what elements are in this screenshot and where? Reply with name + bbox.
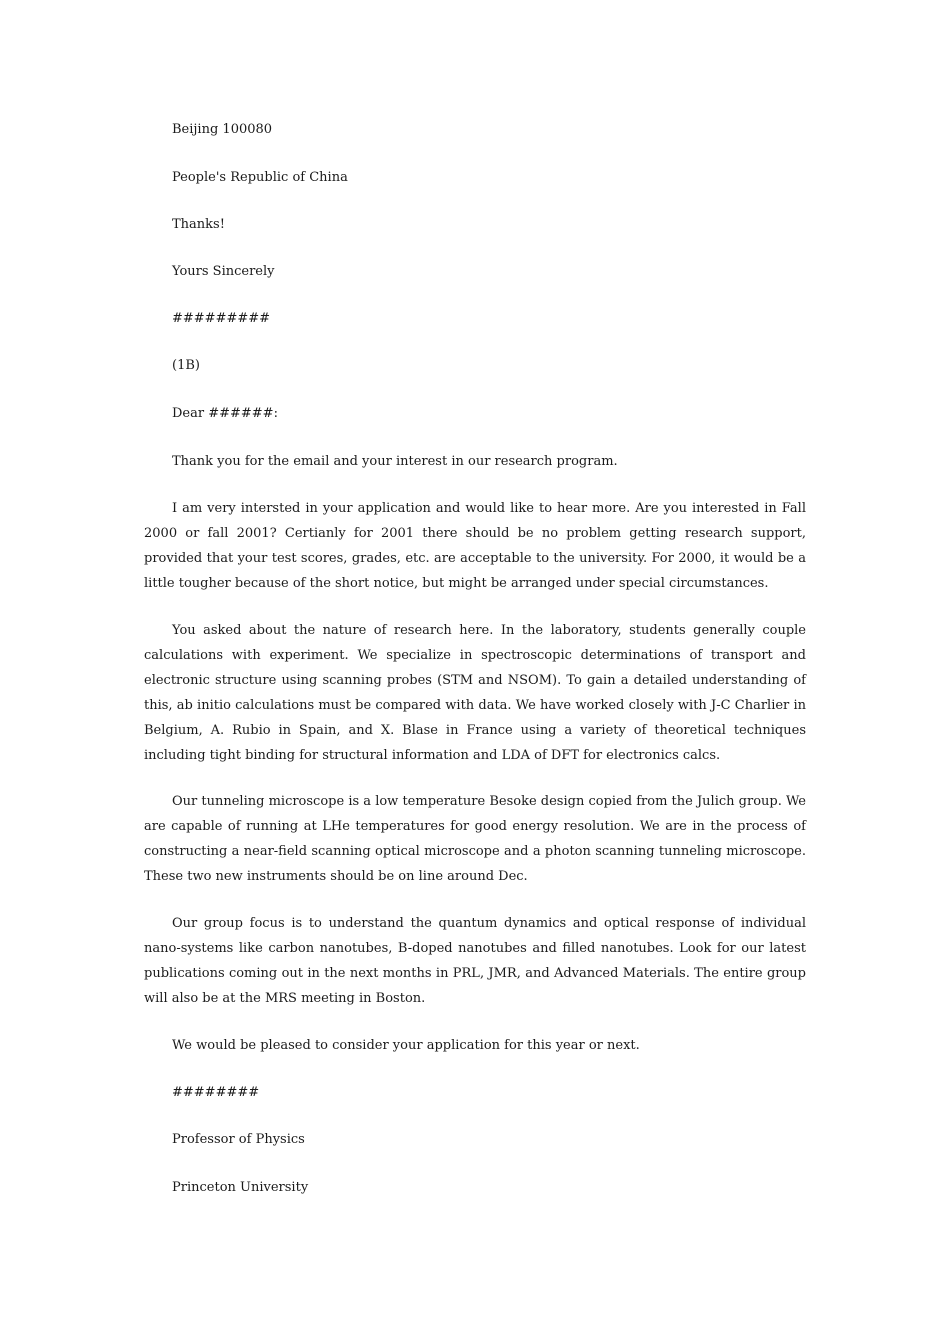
signer-title: Professor of Physics	[172, 1132, 305, 1147]
salutation: Dear ######:	[172, 406, 278, 421]
section-label: (1B)	[172, 358, 200, 373]
address-line-country: People's Republic of China	[172, 170, 348, 185]
body-paragraph-1: I am very intersted in your application and would like to hear more. Are you interested in Fall 2000 or fall 2001? Certianly for 2001 there should be no problem getting research support, provided that your test scores, grades, etc. are acceptable to the university. For 2000, it would be a little tougher because of the short notice, but might be arranged under special circumstances.	[144, 501, 806, 591]
closing-phrase: Yours Sincerely	[172, 264, 275, 279]
opening-line: Thank you for the email and your interest in our research program.	[172, 454, 618, 469]
signature-redacted: ########	[172, 1085, 260, 1100]
body-paragraph-3: Our tunneling microscope is a low temperature Besoke design copied from the Julich group. We are capable of running at LHe temperatures for good energy resolution. We are in the process of constructing a near-field scanning optical microscope and a photon scanning tunneling microscope. These two new instruments should be on line around Dec.	[144, 794, 806, 884]
address-line-city: Beijing 100080	[172, 122, 273, 137]
sender-name-redacted: #########	[172, 311, 271, 326]
thanks-line: Thanks!	[172, 217, 225, 232]
signer-institution: Princeton University	[172, 1180, 309, 1195]
body-paragraph-4: Our group focus is to understand the quantum dynamics and optical response of individual nano-systems like carbon nanotubes, B-doped nanotubes and filled nanotubes. Look for our latest publications coming out in the next months in PRL, JMR, and Advanced Materials. The entire group will also be at the MRS meeting in Boston.	[144, 916, 806, 1006]
closing-line: We would be pleased to consider your application for this year or next.	[172, 1038, 640, 1053]
body-paragraph-2: You asked about the nature of research here. In the laboratory, students generally couple calculations with experiment. We specialize in spectroscopic determinations of transport and electronic structure using scanning probes (STM and NSOM). To gain a detailed understanding of this, ab initio calculations must be compared with data. We have worked closely with J-C Charlier in Belgium, A. Rubio in Spain, and X. Blase in France using a variety of theoretical techniques including tight binding for structural information and LDA of DFT for electronics calcs.	[144, 623, 806, 763]
